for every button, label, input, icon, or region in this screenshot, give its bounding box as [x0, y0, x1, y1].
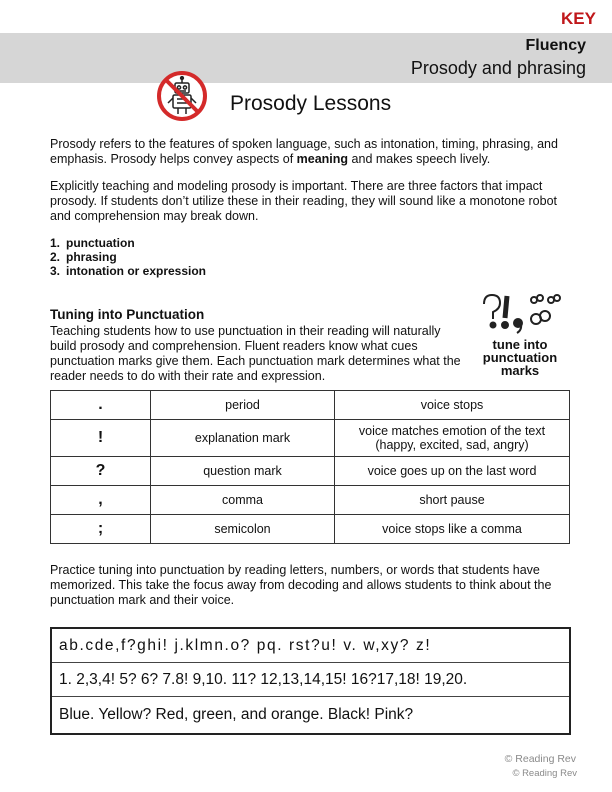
intro-paragraph: Prosody refers to the features of spoken language, such as intonation, timing, phrasing, and emphasis. Prosody helps convey aspects of meaning and makes speech lively.	[50, 137, 558, 166]
copyright: © Reading Rev	[504, 753, 576, 765]
prosody-factors-list	[50, 236, 206, 278]
table-row	[51, 391, 570, 420]
practice-line-words: Blue. Yellow? Red, green, and orange. Black! Pink?	[59, 706, 414, 723]
emphasis-meaning: meaning	[296, 152, 349, 166]
voice-cue: voice stops like a comma	[335, 515, 570, 544]
lesson-title: Prosody Lessons	[230, 92, 392, 115]
punctuation-symbol: ;	[51, 515, 151, 544]
punctuation-name: semicolon	[151, 515, 335, 544]
table-row	[51, 515, 570, 544]
punctuation-table	[50, 390, 570, 544]
tune-into-punctuation-caption: tune into punctuation marks	[482, 337, 558, 378]
header-subtitle: Prosody and phrasing	[410, 58, 586, 78]
punctuation-symbol: !	[51, 420, 151, 457]
tuning-paragraph: Teaching students how to use punctuation in their reading will naturally build prosody and comprehension. Fluent readers know what cues punctuation marks give them. Each punctuation mark determines what the reader needs to do with their rate and expression.	[50, 324, 461, 383]
practice-box	[50, 627, 571, 735]
voice-cue: short pause	[335, 486, 570, 515]
punctuation-name: period	[151, 391, 335, 420]
voice-cue: voice matches emotion of the text (happy, excited, sad, angry)	[335, 420, 570, 457]
punctuation-name: explanation mark	[151, 420, 335, 457]
list-item: 3. intonation or expression	[50, 264, 207, 278]
table-row	[51, 486, 570, 515]
list-item: 2. phrasing	[50, 250, 117, 264]
voice-cue: voice goes up on the last word	[335, 457, 570, 486]
prosody-factors-paragraph: Explicitly teaching and modeling prosody is important. There are three factors that impact prosody. If students don’t utilize these in their reading, they will sound like a monotone robot and comprehension may break down.	[50, 179, 558, 223]
voice-cue: voice stops	[335, 391, 570, 420]
list-item: 1. punctuation	[50, 236, 135, 250]
table-row	[51, 420, 570, 457]
punctuation-name: comma	[151, 486, 335, 515]
punctuation-name: question mark	[151, 457, 335, 486]
header-title: Fluency	[525, 37, 586, 54]
practice-paragraph: Practice tuning into punctuation by reading letters, numbers, or words that students have memorized. This take the focus away from decoding and allows students to think about the punctuation mark and their voice.	[50, 563, 552, 607]
answer-key-label: KEY	[561, 9, 596, 28]
punctuation-symbol: ,	[51, 486, 151, 515]
punctuation-symbol: ?	[51, 457, 151, 486]
punctuation-marks-icon	[478, 292, 570, 336]
practice-line-numbers: 1. 2,3,4! 5? 6? 7.8! 9,10. 11? 12,13,14,15! 16?17,18! 19,20.	[52, 663, 569, 697]
section-heading: Tuning into Punctuation	[50, 307, 205, 322]
practice-line-letters: ab.cde,f?ghi! j.klmn.o? pq. rst?u! v. w,xy? z!	[52, 629, 569, 663]
table-row	[51, 457, 570, 486]
header-banner	[0, 33, 612, 83]
no-robot-icon	[156, 70, 208, 122]
punctuation-symbol: .	[51, 391, 151, 420]
copyright-footer: © Reading Rev	[512, 768, 577, 779]
